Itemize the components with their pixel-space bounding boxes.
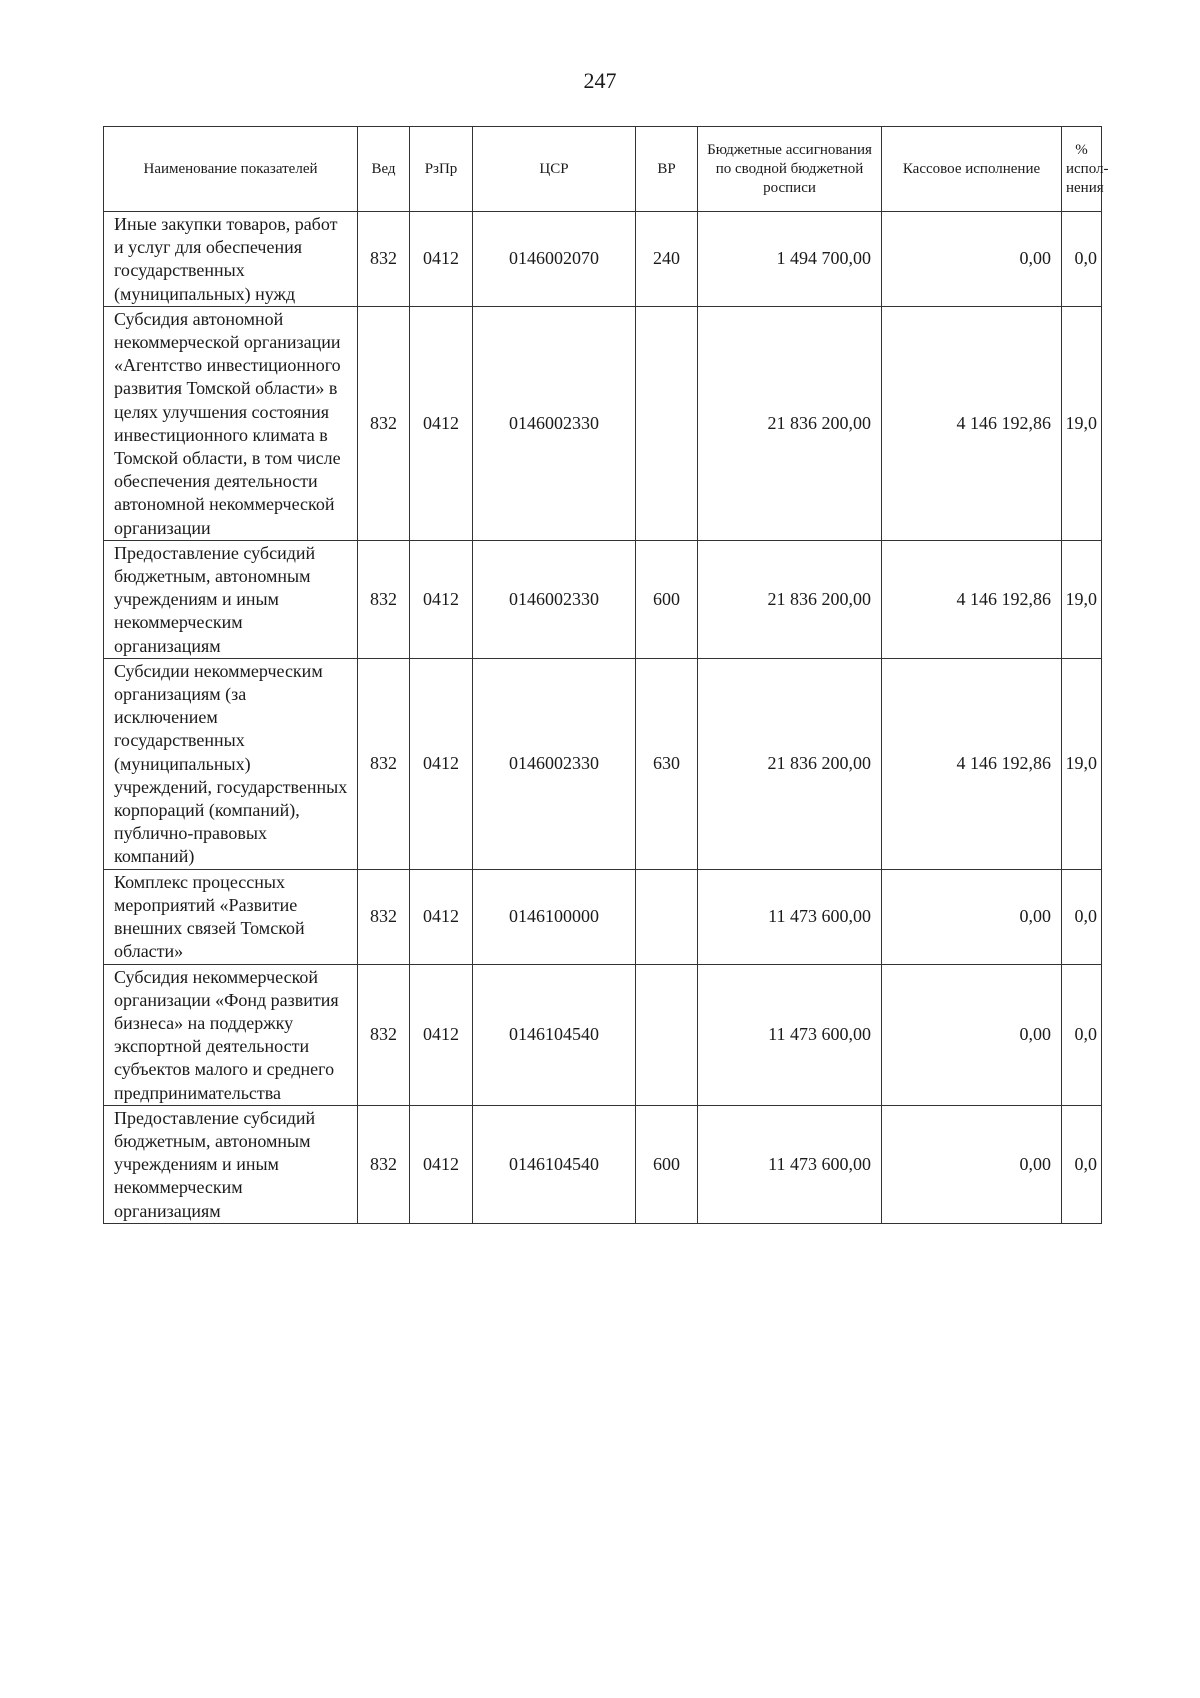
cell-pct: 0,0 — [1062, 212, 1102, 307]
table-row — [104, 212, 1102, 307]
cell-csr: 0146002330 — [473, 306, 636, 540]
cell-vr — [636, 964, 698, 1105]
cell-rzpr: 0412 — [410, 1105, 473, 1223]
table-row — [104, 306, 1102, 540]
cell-name: Предоставление субсидий бюджетным, автономным учреждениям и иным некоммерческим организациям — [104, 1105, 358, 1223]
table-header-row — [104, 127, 1102, 212]
cell-rzpr: 0412 — [410, 306, 473, 540]
header-budget: Бюджетные ассигнования по сводной бюджетной росписи — [698, 127, 882, 212]
cell-vr: 630 — [636, 658, 698, 869]
cell-pct: 19,0 — [1062, 540, 1102, 658]
cell-budget: 11 473 600,00 — [698, 869, 882, 964]
cell-rzpr: 0412 — [410, 869, 473, 964]
header-cash: Кассовое исполнение — [882, 127, 1062, 212]
cell-budget: 21 836 200,00 — [698, 306, 882, 540]
cell-rzpr: 0412 — [410, 658, 473, 869]
cell-pct: 0,0 — [1062, 869, 1102, 964]
cell-csr: 0146104540 — [473, 964, 636, 1105]
cell-ved: 832 — [358, 964, 410, 1105]
header-csr: ЦСР — [473, 127, 636, 212]
cell-csr: 0146002070 — [473, 212, 636, 307]
cell-name: Субсидии некоммерческим организациям (за исключением государственных (муниципальных) учреждений, государственных корпораций (компаний), публично-правовых компаний) — [104, 658, 358, 869]
cell-vr: 600 — [636, 1105, 698, 1223]
cell-ved: 832 — [358, 212, 410, 307]
cell-csr: 0146002330 — [473, 658, 636, 869]
cell-rzpr: 0412 — [410, 540, 473, 658]
cell-ved: 832 — [358, 306, 410, 540]
header-pct: % испол-нения — [1062, 127, 1102, 212]
cell-name: Иные закупки товаров, работ и услуг для обеспечения государственных (муниципальных) нужд — [104, 212, 358, 307]
cell-cash: 0,00 — [882, 869, 1062, 964]
cell-csr: 0146002330 — [473, 540, 636, 658]
cell-pct: 0,0 — [1062, 1105, 1102, 1223]
cell-ved: 832 — [358, 658, 410, 869]
cell-rzpr: 0412 — [410, 964, 473, 1105]
cell-name: Комплекс процессных мероприятий «Развитие внешних связей Томской области» — [104, 869, 358, 964]
table-row — [104, 540, 1102, 658]
cell-vr — [636, 306, 698, 540]
cell-cash: 4 146 192,86 — [882, 658, 1062, 869]
cell-budget: 1 494 700,00 — [698, 212, 882, 307]
header-rzpr: РзПр — [410, 127, 473, 212]
cell-pct: 19,0 — [1062, 306, 1102, 540]
cell-vr — [636, 869, 698, 964]
cell-name: Предоставление субсидий бюджетным, автономным учреждениям и иным некоммерческим организациям — [104, 540, 358, 658]
table-row — [104, 1105, 1102, 1223]
cell-pct: 19,0 — [1062, 658, 1102, 869]
cell-ved: 832 — [358, 540, 410, 658]
cell-csr: 0146104540 — [473, 1105, 636, 1223]
cell-ved: 832 — [358, 1105, 410, 1223]
cell-budget: 21 836 200,00 — [698, 658, 882, 869]
header-name: Наименование показателей — [104, 127, 358, 212]
cell-cash: 0,00 — [882, 1105, 1062, 1223]
cell-name: Субсидия некоммерческой организации «Фонд развития бизнеса» на поддержку экспортной деятельности субъектов малого и среднего предпринимательства — [104, 964, 358, 1105]
cell-pct: 0,0 — [1062, 964, 1102, 1105]
cell-ved: 832 — [358, 869, 410, 964]
header-vr: ВР — [636, 127, 698, 212]
table-row — [104, 964, 1102, 1105]
budget-execution-table — [103, 126, 1109, 1224]
cell-cash: 4 146 192,86 — [882, 540, 1062, 658]
cell-csr: 0146100000 — [473, 869, 636, 964]
cell-vr: 600 — [636, 540, 698, 658]
cell-cash: 0,00 — [882, 212, 1062, 307]
cell-rzpr: 0412 — [410, 212, 473, 307]
cell-vr: 240 — [636, 212, 698, 307]
cell-cash: 4 146 192,86 — [882, 306, 1062, 540]
table-row — [104, 869, 1102, 964]
cell-cash: 0,00 — [882, 964, 1062, 1105]
page-number: 247 — [583, 68, 617, 93]
header-ved: Вед — [358, 127, 410, 212]
cell-budget: 21 836 200,00 — [698, 540, 882, 658]
cell-budget: 11 473 600,00 — [698, 1105, 882, 1223]
table-row — [104, 658, 1102, 869]
cell-name: Субсидия автономной некоммерческой организации «Агентство инвестиционного развития Томской области» в целях улучшения состояния инвестиционного климата в Томской области, в том числе обеспечения деятельности автономной некоммерческой организации — [104, 306, 358, 540]
cell-budget: 11 473 600,00 — [698, 964, 882, 1105]
